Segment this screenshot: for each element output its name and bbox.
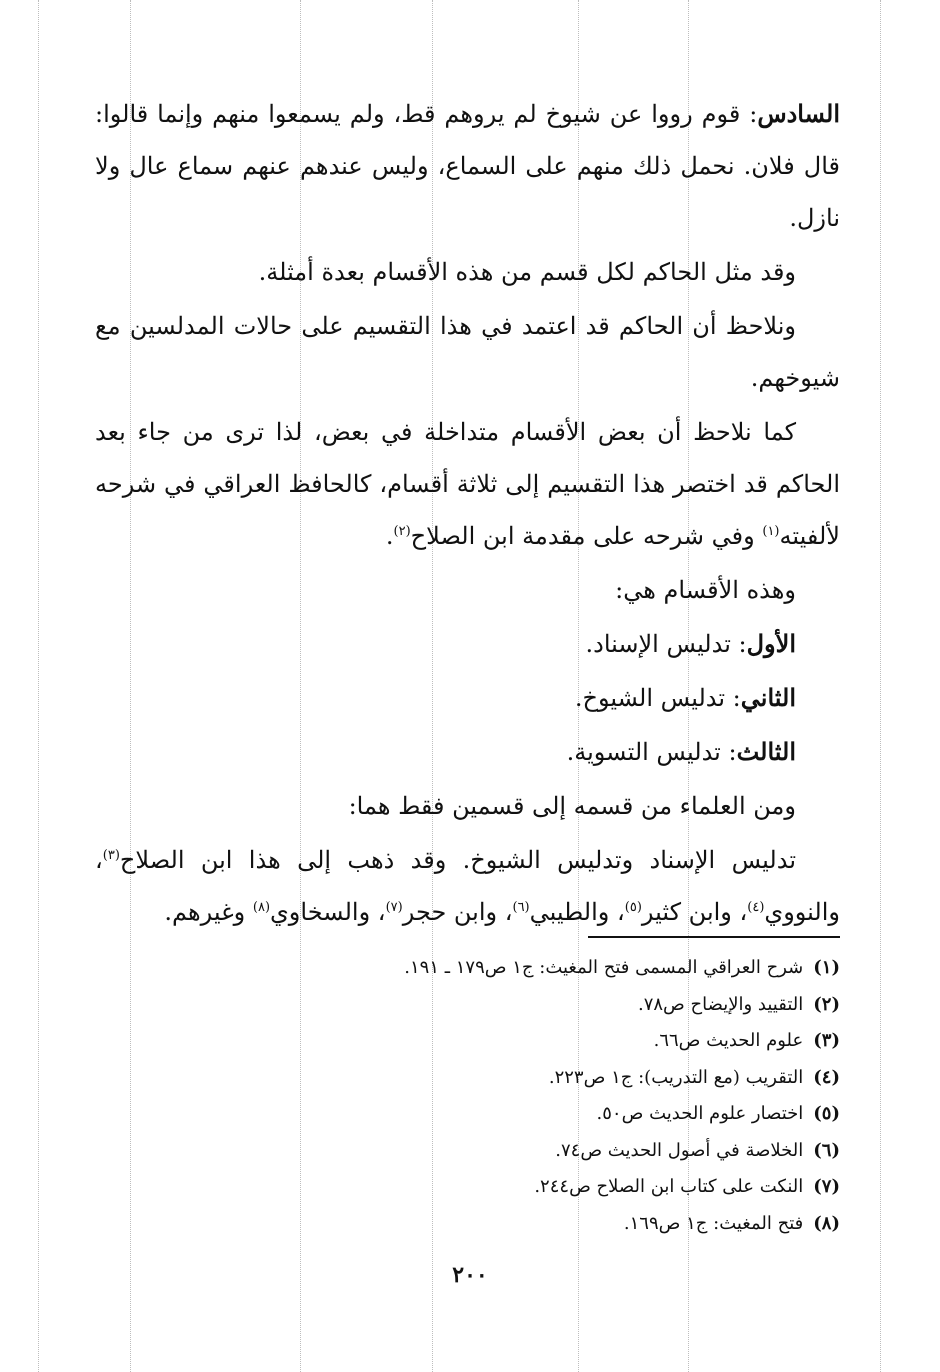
footnotes-list [95,950,840,1242]
footnote-number: (٣) [813,1030,840,1051]
footnote-item [95,1133,840,1170]
footnote-ref: (٥) [624,900,642,915]
paragraph-text: ومن العلماء من قسمه إلى قسمين فقط هما: [348,792,796,820]
footnote-number: (٤) [813,1066,840,1088]
footnote-ref: (٧) [385,900,403,915]
footnote-item [95,950,840,987]
category-label: الثاني [740,683,796,712]
paragraph-text: كما نلاحظ أن بعض الأقسام متداخلة في بعض، لذا ترى من جاء بعد الحاكم قد اختصر هذا التقسيم إلى ثلاثة أقسام، كالحافظ العراقي في شرحه لألفيته [95,418,841,550]
paragraph-text: ، والسخاوي [270,898,386,926]
body-text [95,88,840,940]
footnote-item [95,1096,840,1133]
footnote-item [95,1206,840,1243]
paragraph-text: ، وابن حجر [402,898,513,926]
footnote-text: الخلاصة في أصول الحديث ص٧٤. [555,1139,804,1161]
page-number: ٢٠٠ [452,1262,488,1288]
footnote-number: (٧) [813,1176,840,1197]
footnote-ref: (٨) [252,900,271,915]
list-item-third [95,726,840,778]
list-item-second [95,672,840,724]
footnote-number: (٨) [813,1212,840,1234]
footnote-ref: (٢) [393,524,411,539]
paragraph-text: . [385,522,394,550]
paragraph-text: : تدليس الشيوخ. [574,684,741,712]
footnote-divider [588,936,840,938]
footnote-text: النكت على كتاب ابن الصلاح ص٢٤٤. [534,1176,804,1197]
scan-line [880,0,881,1372]
footnote-text: اختصار علوم الحديث ص٥٠. [596,1103,804,1124]
footnote-ref: (٦) [512,900,530,915]
paragraph-text: ، والطيبي [529,898,625,926]
footnote-item [95,1169,840,1206]
footnote-text: علوم الحديث ص٦٦. [653,1030,804,1051]
paragraph [95,300,840,404]
paragraph-text: : تدليس التسوية. [566,738,737,766]
footnote-number: (١) [813,957,840,978]
footnote-text: فتح المغيث: ج١ ص١٦٩. [623,1212,804,1234]
paragraph-text: ، والنووي [95,846,840,926]
list-item-first [95,618,840,670]
paragraph-text: وغيرهم. [164,898,253,926]
footnote-item [95,987,840,1024]
footnote-number: (٢) [813,993,840,1015]
paragraph-text: ونلاحظ أن الحاكم قد اعتمد في هذا التقسيم على حالات المدلسين مع شيوخهم. [95,312,840,392]
paragraph [95,246,840,298]
paragraph [95,564,840,616]
footnote-text: شرح العراقي المسمى فتح المغيث: ج١ ص١٧٩ ـ ١٩١. [404,957,804,978]
footnote-ref: (٣) [102,848,120,863]
paragraph-text: ، وابن كثير [641,898,748,926]
paragraph [95,780,840,832]
paragraph [95,834,840,938]
paragraph-text: تدليس الإسناد وتدليس الشيوخ. وقد ذهب إلى هذا ابن الصلاح [119,846,796,874]
paragraph-text: وهذه الأقسام هي: [615,576,796,604]
category-label: الأول [746,629,796,658]
footnote-text: التقريب (مع التدريب): ج١ ص٢٢٣. [548,1066,804,1088]
paragraph-text: : قوم رووا عن شيوخ لم يروهم قط، ولم يسمعوا منهم وإنما قالوا: قال فلان. نحمل ذلك منهم على السماع، وليس عندهم عنهم سماع عال ولا نازل. [95,100,840,232]
paragraph-text: وقد مثل الحاكم لكل قسم من هذه الأقسام بعدة أمثلة. [258,258,796,286]
footnote-item [95,1023,840,1060]
category-label: السادس [757,99,840,128]
footnote-text: التقييد والإيضاح ص٧٨. [637,993,804,1015]
footnote-ref: (٤) [747,900,765,915]
paragraph-text: وفي شرحه على مقدمة ابن الصلاح [410,522,763,550]
paragraph-sixth-category [95,88,840,244]
footnote-item [95,1060,840,1097]
footnote-number: (٥) [813,1103,840,1124]
scan-line [38,0,39,1372]
paragraph-text: : تدليس الإسناد. [585,630,747,658]
footnote-ref: (١) [762,524,780,539]
footnote-number: (٦) [813,1139,840,1161]
paragraph [95,406,840,562]
category-label: الثالث [736,737,796,766]
